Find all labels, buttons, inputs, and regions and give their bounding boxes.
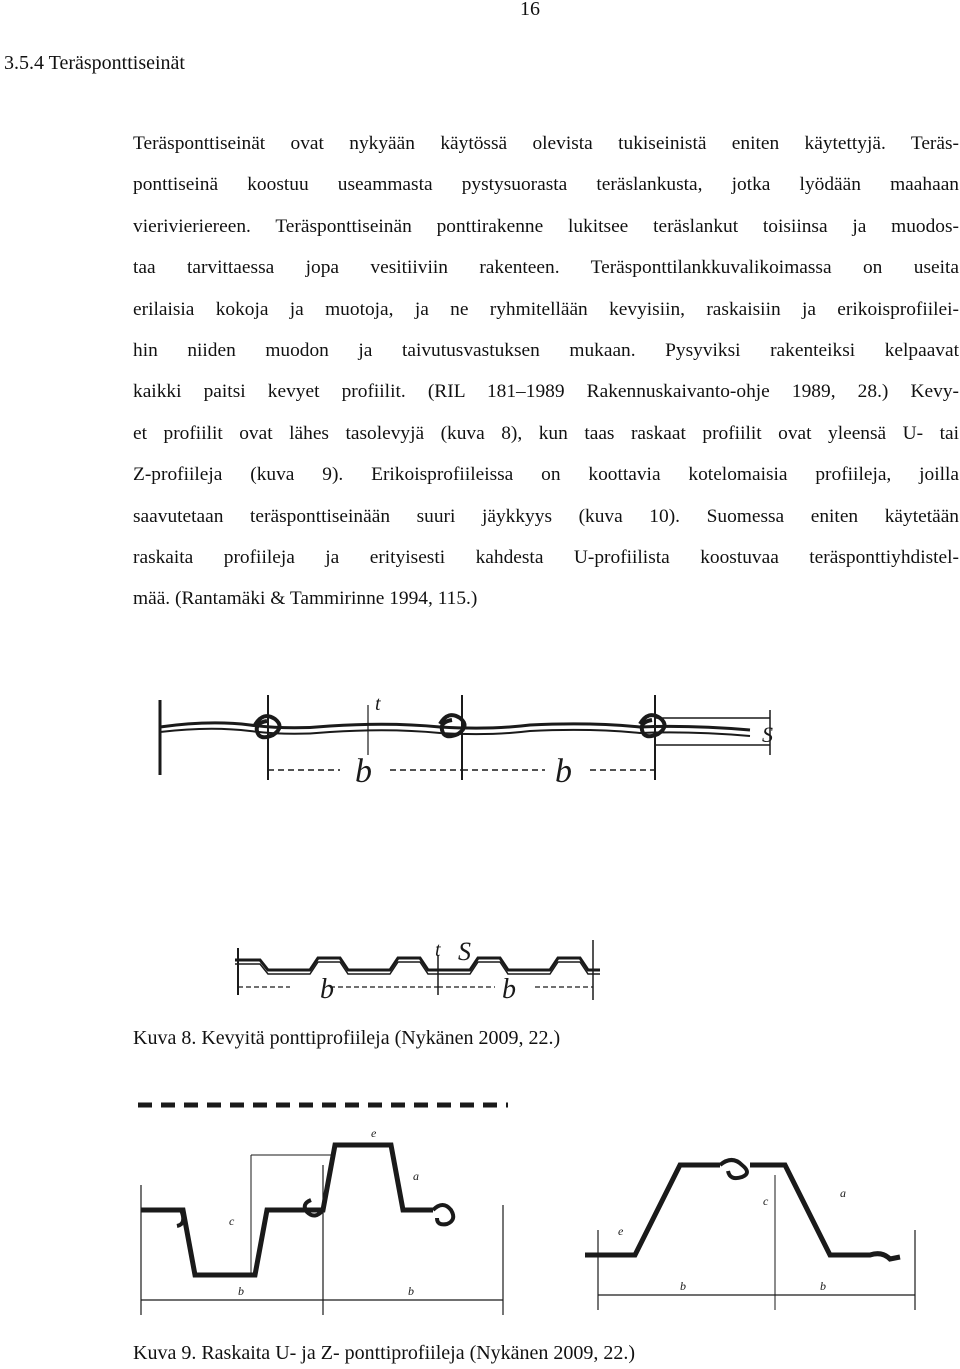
paragraph-line: saavutetaan teräsponttiseinään suuri jäykkyys (kuva 10). Suomessa eniten käytetään xyxy=(133,505,959,527)
dimension-label-e: e xyxy=(618,1224,624,1238)
light-profile-corrugated-drawing xyxy=(230,930,630,1005)
paragraph-line: ponttiseinä koostuu useammasta pystysuorasta teräslankusta, jotka lyödään maahaan xyxy=(133,174,959,196)
dimension-label-t: t xyxy=(375,693,381,715)
dimension-label-b: b xyxy=(355,753,372,790)
dimension-label-s: S xyxy=(458,937,471,966)
light-profile-flat-drawing xyxy=(150,680,790,800)
dimension-label-b: b xyxy=(555,753,572,790)
paragraph-line: et profiilit ovat lähes tasolevyjä (kuva 8), kun taas raskaat profiilit ovat yleensä U- tai xyxy=(133,422,959,444)
dimension-label-s: S xyxy=(762,722,773,747)
paragraph-line: vierivieriereen. Teräsponttiseinän ponttirakenne lukitsee teräslankut toisiinsa ja muodos- xyxy=(133,215,959,237)
dimension-label-e: e xyxy=(371,1126,377,1140)
paragraph-line: mää. (Rantamäki & Tammirinne 1994, 115.) xyxy=(133,588,478,610)
dimension-label-b: b xyxy=(238,1284,244,1298)
dimension-label-b: b xyxy=(680,1279,686,1293)
heavy-z-profile-drawing xyxy=(570,1135,930,1335)
paragraph-line: taa tarvittaessa jopa vesitiiviin rakenteen. Teräsponttilankkuvalikoimassa on useita xyxy=(133,257,959,279)
paragraph-line: Z-profiileja (kuva 9). Erikoisprofiileissa on koottavia kotelomaisia profiileja, joilla xyxy=(133,464,959,486)
page-number: 16 xyxy=(520,0,540,20)
heavy-u-profile-drawing xyxy=(133,1105,513,1335)
dimension-label-b: b xyxy=(820,1279,826,1293)
paragraph-line: erilaisia kokoja ja muotoja, ja ne ryhmitellään kevyisiin, raskaisiin ja erikoisprofiilei- xyxy=(133,298,959,320)
paragraph-line: hin niiden muodon ja taivutusvastuksen mukaan. Pysyviksi rakenteiksi kelpaavat xyxy=(133,340,959,362)
dimension-label-b: b xyxy=(408,1284,414,1298)
body-paragraph xyxy=(133,123,959,620)
dimension-label-b: b xyxy=(502,974,516,1005)
paragraph-line: Teräsponttiseinät ovat nykyään käytössä olevista tukiseinistä eniten käytettyjä. Teräs- xyxy=(133,133,959,154)
dimension-label-c: c xyxy=(229,1214,235,1228)
paragraph-line: raskaita profiileja ja erityisesti kahdesta U-profiilista koostuvaa teräsponttiyhdistel- xyxy=(133,547,959,569)
figure-8-caption: Kuva 8. Kevyitä ponttiprofiileja (Nykänen 2009, 22.) xyxy=(133,1027,561,1049)
paragraph-line: kaikki paitsi kevyet profiilit. (RIL 181–1989 Rakennuskaivanto-ohje 1989, 28.) Kevy- xyxy=(133,381,959,403)
dimension-label-a: a xyxy=(840,1186,846,1200)
section-heading: 3.5.4 Teräsponttiseinät xyxy=(4,52,185,74)
figure-9-caption: Kuva 9. Raskaita U- ja Z- ponttiprofiileja (Nykänen 2009, 22.) xyxy=(133,1342,636,1364)
dimension-label-b: b xyxy=(320,974,334,1005)
dimension-label-c: c xyxy=(763,1194,769,1208)
dimension-label-t: t xyxy=(435,939,441,961)
dimension-label-a: a xyxy=(413,1169,419,1183)
